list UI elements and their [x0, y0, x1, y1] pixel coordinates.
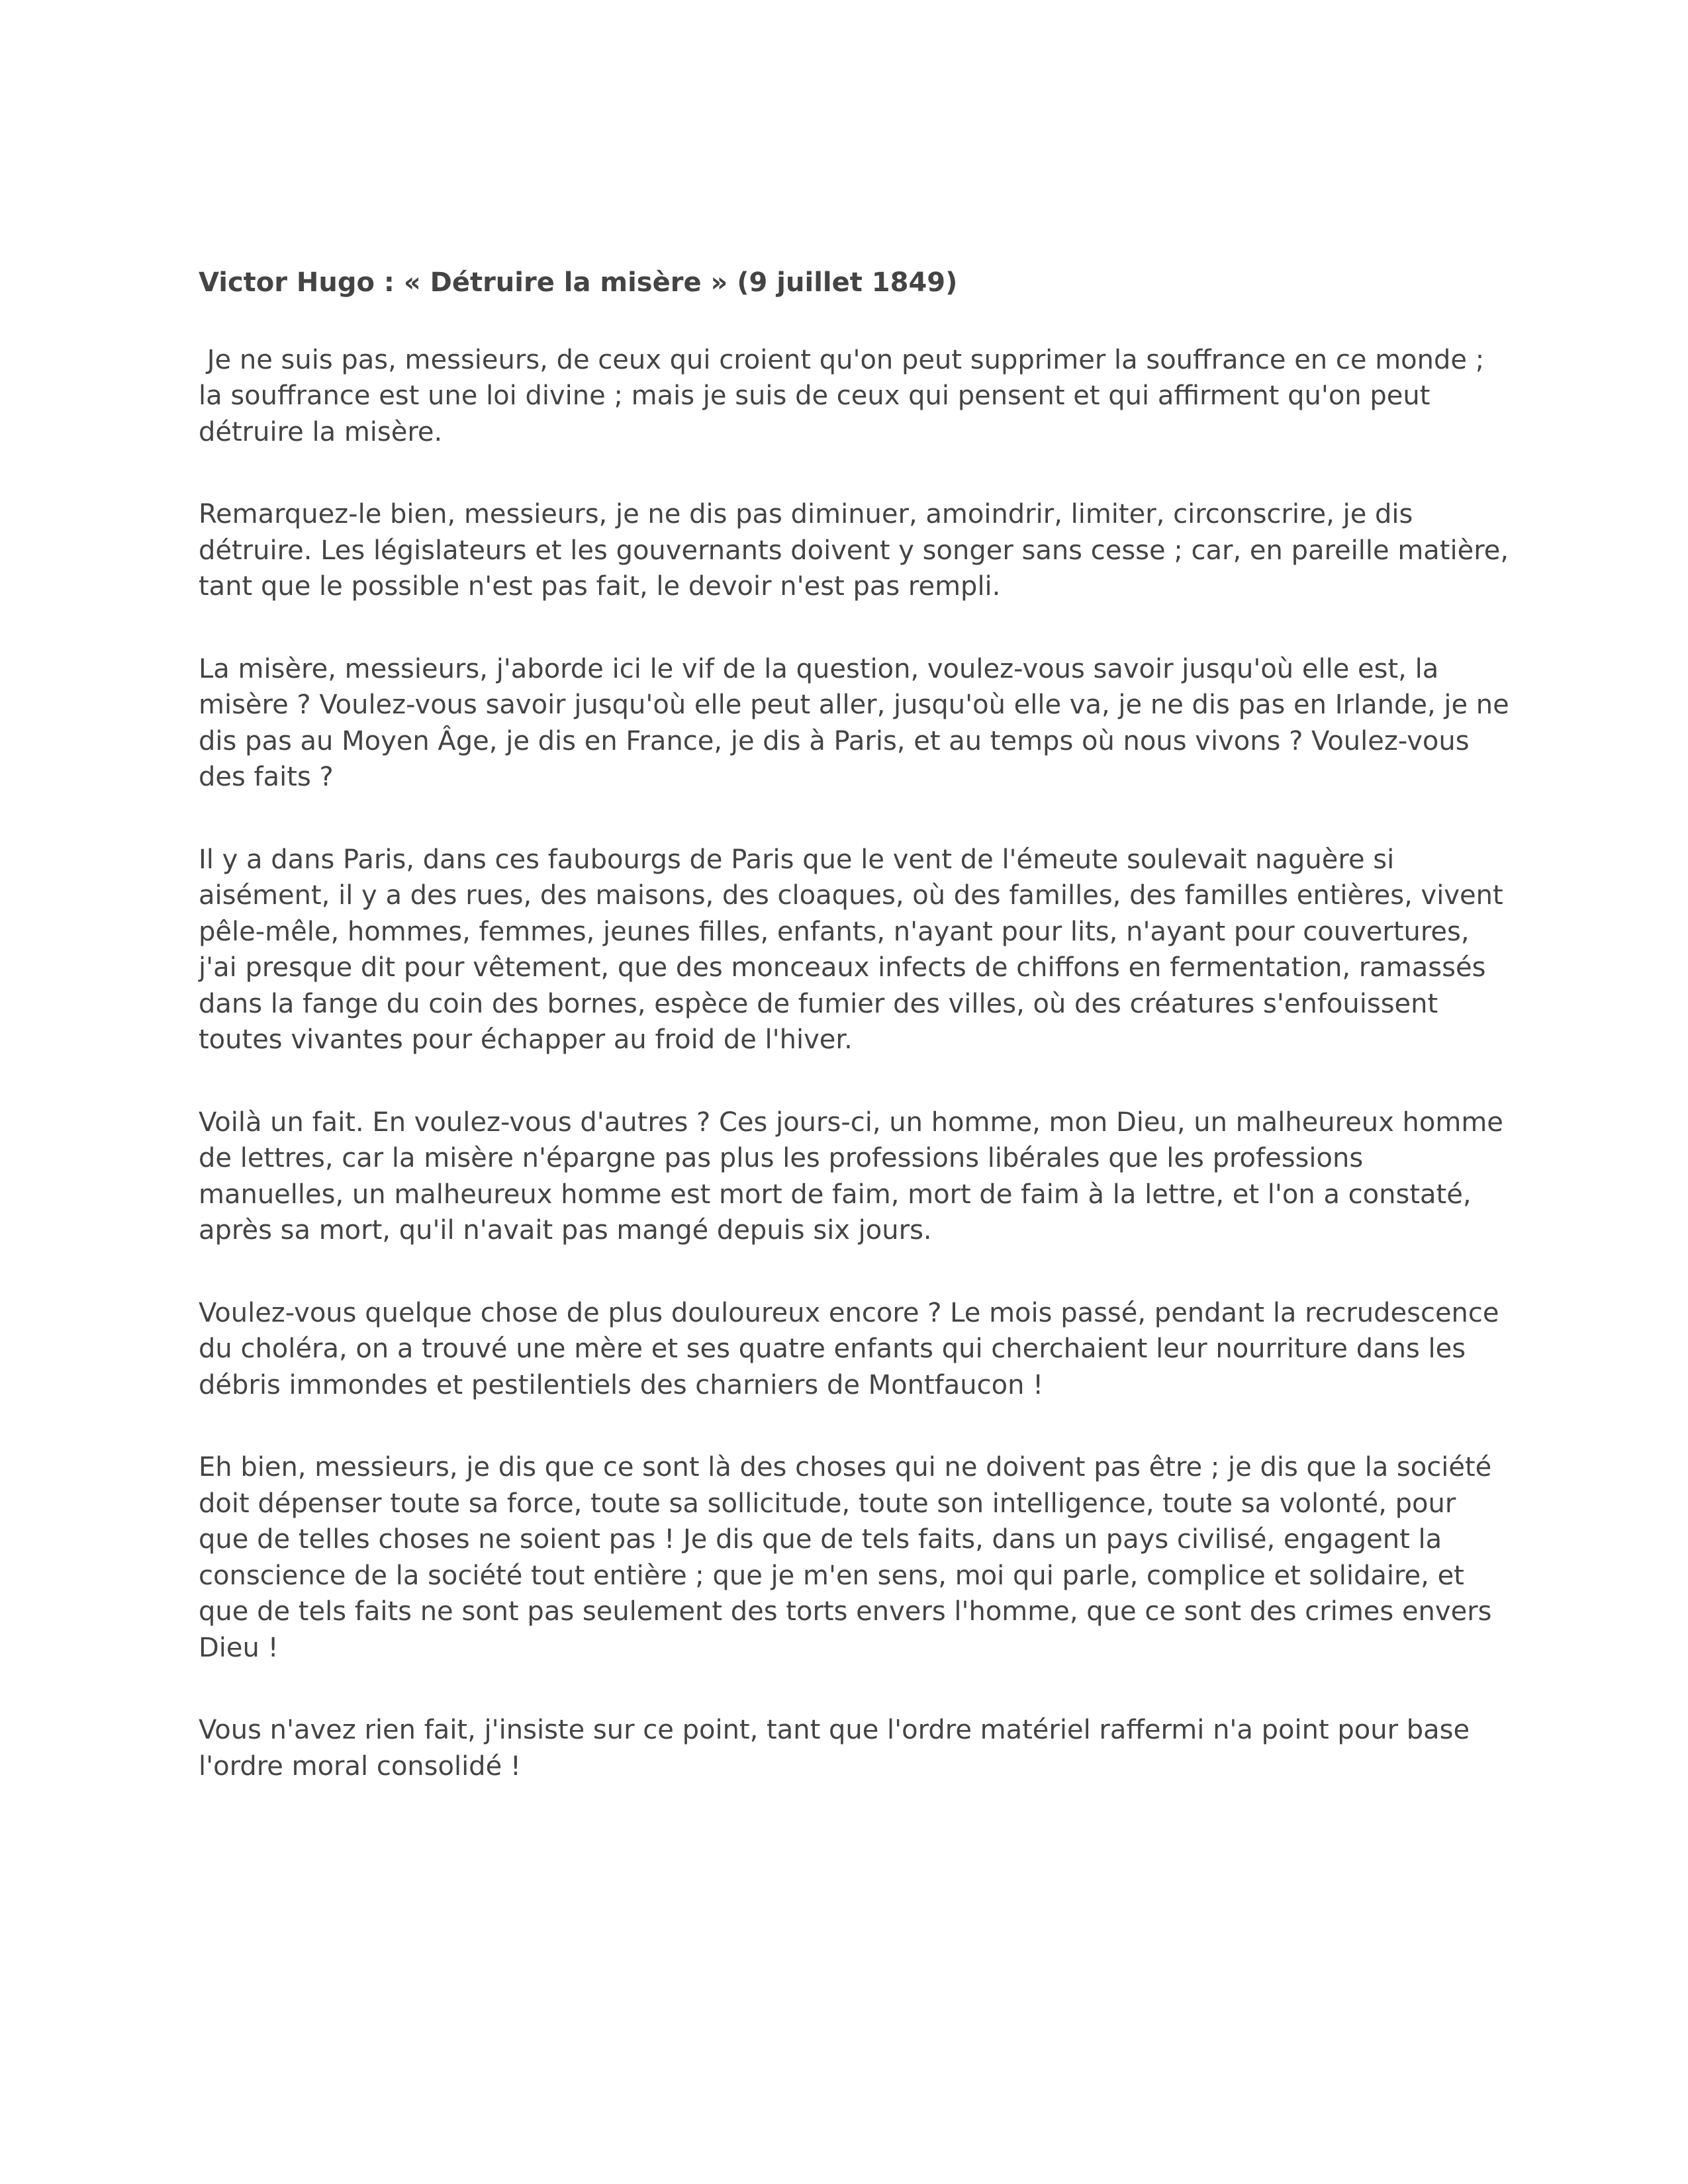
document-page	[199, 265, 1518, 1831]
document-title: Victor Hugo : « Détruire la misère » (9 juillet 1849)	[199, 267, 958, 298]
paragraph-1: Je ne suis pas, messieurs, de ceux qui croient qu'on peut supprimer la souffrance en ce monde ; la souffrance est une loi divine ; mais je suis de ceux qui pensent et qui affirment qu'on peut détruire la misère.	[199, 344, 1493, 447]
paragraph-6: Voulez-vous quelque chose de plus douloureux encore ? Le mois passé, pendant la recrudescence du choléra, on a trouvé une mère et ses quatre enfants qui cherchaient leur nourriture dans les débris immondes et pestilentiels des charniers de Montfaucon !	[199, 1297, 1508, 1400]
paragraph-2: Remarquez-le bien, messieurs, je ne dis pas diminuer, amoindrir, limiter, circonscrire, je dis détruire. Les législateurs et les gouvernants doivent y songer sans cesse ; car, en pareille matière, tant que le possible n'est pas fait, le devoir n'est pas rempli.	[199, 499, 1517, 602]
paragraph-5: Voilà un fait. En voulez-vous d'autres ? Ces jours-ci, un homme, mon Dieu, un malheureux homme de lettres, car la misère n'épargne pas plus les professions libérales que les professions manuelles, un malheureux homme est mort de faim, mort de faim à la lettre, et l'on a constaté, après sa mort, qu'il n'avait pas mangé depuis six jours.	[199, 1107, 1512, 1246]
paragraph-7: Eh bien, messieurs, je dis que ce sont là des choses qui ne doivent pas être ; je dis que la société doit dépenser toute sa force, toute sa sollicitude, toute son intelligence, toute sa volonté, pour que de telles choses ne soient pas ! Je dis que de tels faits, dans un pays civilisé, engagent la conscience de la société tout entière ; que je m'en sens, moi qui parle, complice et solidaire, et que de tels faits ne sont pas seulement des torts envers l'homme, que ce sont des crimes envers Dieu !	[199, 1452, 1501, 1663]
paragraph-4: Il y a dans Paris, dans ces faubourgs de Paris que le vent de l'émeute soulevait naguère si aisément, il y a des rues, des maisons, des cloaques, où des familles, des familles entières, vivent pêle-mêle, hommes, femmes, jeunes filles, enfants, n'ayant pour lits, n'ayant pour couvertures, j'ai presque dit pour vêtement, que des monceaux infects de chiffons en fermentation, ramassés dans la fange du coin des bornes, espèce de fumier des villes, où des créatures s'enfouissent toutes vivantes pour échapper au froid de l'hiver.	[199, 844, 1512, 1055]
paragraph-8: Vous n'avez rien fait, j'insiste sur ce point, tant que l'ordre matériel raffermi n'a point pour base l'ordre moral consolidé !	[199, 1715, 1478, 1782]
paragraph-3: La misère, messieurs, j'aborde ici le vif de la question, voulez-vous savoir jusqu'où elle est, la misère ? Voulez-vous savoir jusqu'où elle peut aller, jusqu'où elle va, je ne dis pas en Irlande, je ne dis pas au Moyen Âge, je dis en France, je dis à Paris, et au temps où nous vivons ? Voulez-vous des faits ?	[199, 653, 1518, 792]
